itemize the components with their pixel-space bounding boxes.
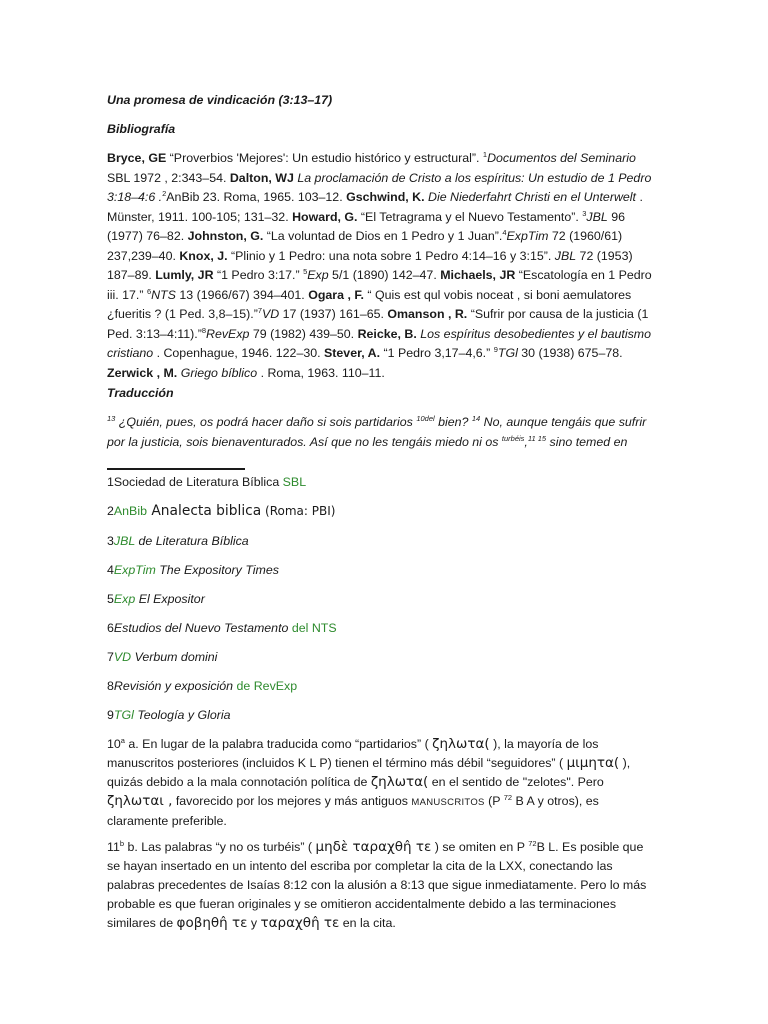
bib-entry: Dalton, WJ La proclamación de Cristo a los espíritus: Un estudio de 1 Pedro 3:18–4:6 .$^2$AnBib 23. Roma, 1965. 103–12. (107, 170, 652, 204)
footnote-8: 8Revisión y exposición de RevExp (107, 679, 298, 693)
bib-entry: Stever, A. “1 Pedro 3,17–4,6.” $^9$TGl 30 (1938) 675–78. (324, 344, 623, 360)
footnote-abbr: VD (113, 650, 132, 664)
footnote-abbr: TGl (113, 708, 134, 722)
footnote-ref: turbéis (501, 433, 525, 443)
greek-word: ζηλωτα( (432, 736, 490, 752)
footnote-9: 9TGl Teología y Gloria (107, 708, 231, 722)
footnote-ref: 10del (416, 413, 435, 423)
bib-entry: Bryce, GE “Proverbios 'Mejores': Un estudio histórico y estructural”. $^1$Documentos del Seminario SBL 1972 , 2:343–54. (107, 149, 636, 185)
greek-word: μηδὲ ταραχθη̂ τε (315, 839, 432, 855)
footnote-ref: 11 15 (527, 433, 547, 443)
bib-entry: Howard, G. “El Tetragrama y el Nuevo Testamento”. $^3$JBL 96 (1977) 76–82. (107, 208, 625, 243)
footnote-abbr: SBL (282, 475, 307, 489)
bib-entry: Lumly, JR “1 Pedro 3:17.” $^5$Exp 5/1 (1890) 142–47. (155, 266, 441, 282)
footnote-abbr: JBL (113, 534, 136, 548)
bib-entry: Zerwick , M. Griego bíblico . Roma, 1963. 110–11. (107, 365, 385, 380)
small-caps-word: MANUSCRITOS (411, 797, 485, 808)
greek-word: ταραχθη̂ τε (260, 915, 340, 931)
bib-entry: Michaels, JR “Escatología en 1 Pedro iii. 17.” $^6$NTS 13 (1966/67) 394–401. (107, 268, 652, 302)
footnote-abbr: de RevExp (236, 679, 298, 693)
footnote-6: 6Estudios del Nuevo Testamento del NTS (107, 621, 337, 635)
footnote-1: 1Sociedad de Literatura Bíblica SBL (107, 475, 307, 489)
greek-word: ζηλωται , (107, 793, 173, 809)
bib-entry: Ogara , F. “ Quis est qul vobis noceat , si boni aemulatores ¿fueritis ? (1 Ped. 3,8–15).”$^7$VD 17 (1937) 161–65. (107, 287, 632, 321)
translation-heading: Traducción (107, 386, 174, 400)
greek-word: ζηλωτα( (370, 774, 429, 790)
footnote-3: 3JBL de Literatura Bíblica (107, 534, 249, 548)
footnote-4: 4ExpTim The Expository Times (107, 563, 279, 577)
greek-word: φοβηθη̂ τε (176, 915, 248, 931)
bibliography-paragraph (107, 149, 652, 383)
bibliography-heading: Bibliografía (107, 122, 176, 136)
footnote-abbr: ExpTim (113, 563, 156, 577)
footnote-7: 7VD Verbum domini (107, 650, 218, 664)
verse-number: 14 (471, 413, 481, 423)
bib-entry: Omanson , R. “Sufrir por causa de la justicia (1 Ped. 3:13–4:11).”$^8$RevExp 79 (1982) 439–50. (107, 307, 649, 341)
footnote-5: 5Exp El Expositor (107, 592, 205, 606)
textual-note-11: 11$^b$ b. Las palabras “y no os turbéis” ( μηδὲ ταραχθη̂ τε ) se omiten en P $^{72}$B L. Es posible que se hayan insertado en un intento del escriba por completar la cita de la LXX, conectando las palabras precedentes de Isaías 8:12 con la alusión a 8:13 que sigue inmediatamente. Pero lo más probable es que fueran originales y se omitieron accidentalmente debido a las terminaciones similares de φοβηθη̂ τε y ταραχθη̂ τε en la cita. (107, 838, 647, 931)
translation-paragraph: $^{13}$ ¿Quién, pues, os podrá hacer daño si sois partidarios $^{10del}$ bien? $^{14}$ No, aunque tengáis que sufrir por la justicia, sois bienaventurados. Así que no les tengáis miedo ni os $^{turbéis}$,$^{11 15}$ sino temed en (107, 413, 647, 449)
footnote-separator (107, 468, 245, 470)
bib-entry: Reicke, B. Los espíritus desobedientes y el bautismo cristiano . Copenhague, 1946. 122–30. (107, 326, 651, 360)
bib-entry: Johnston, G. “La voluntad de Dios en 1 Pedro y 1 Juan”.$^4$ExpTim 72 (1960/61) 237,239–40. (107, 227, 623, 263)
textual-note-10: 10$^a$ a. En lugar de la palabra traducida como “partidarios” ( ζηλωτα( ), la mayoría de los manuscritos posteriores (incluidos K L P) tienen el término más débil “seguidores” ( μιμητα( ), quizás debido a la mala connotación política de ζηλωτα( en el sentido de "zelotes". Pero ζηλωται , favorecido por los mejores y más antiguos MANUSCRITOS (P $^{72}$ B A y otros), es claramente preferible. (107, 735, 631, 828)
verse-number: 13 (107, 413, 116, 423)
section-title: Una promesa de vindicación (3:13–17) (107, 93, 333, 107)
footnote-abbr: del NTS (291, 621, 337, 635)
greek-word: μιμητα( (566, 755, 620, 771)
footnote-abbr: Exp (113, 592, 136, 606)
footnote-abbr: AnBib (113, 504, 147, 518)
bib-entry: Gschwind, K. Die Niederfahrt Christi en el Unterwelt . Münster, 1911. 100-105; 131–32. (107, 190, 643, 224)
footnote-2: 2AnBib Analecta biblica (Roma: PBI) (107, 503, 336, 519)
bib-entry: Knox, J. “Plinio y 1 Pedro: una nota sobre 1 Pedro 4:14–16 y 3:15”. JBL 72 (1953) 187–89. (107, 248, 633, 282)
